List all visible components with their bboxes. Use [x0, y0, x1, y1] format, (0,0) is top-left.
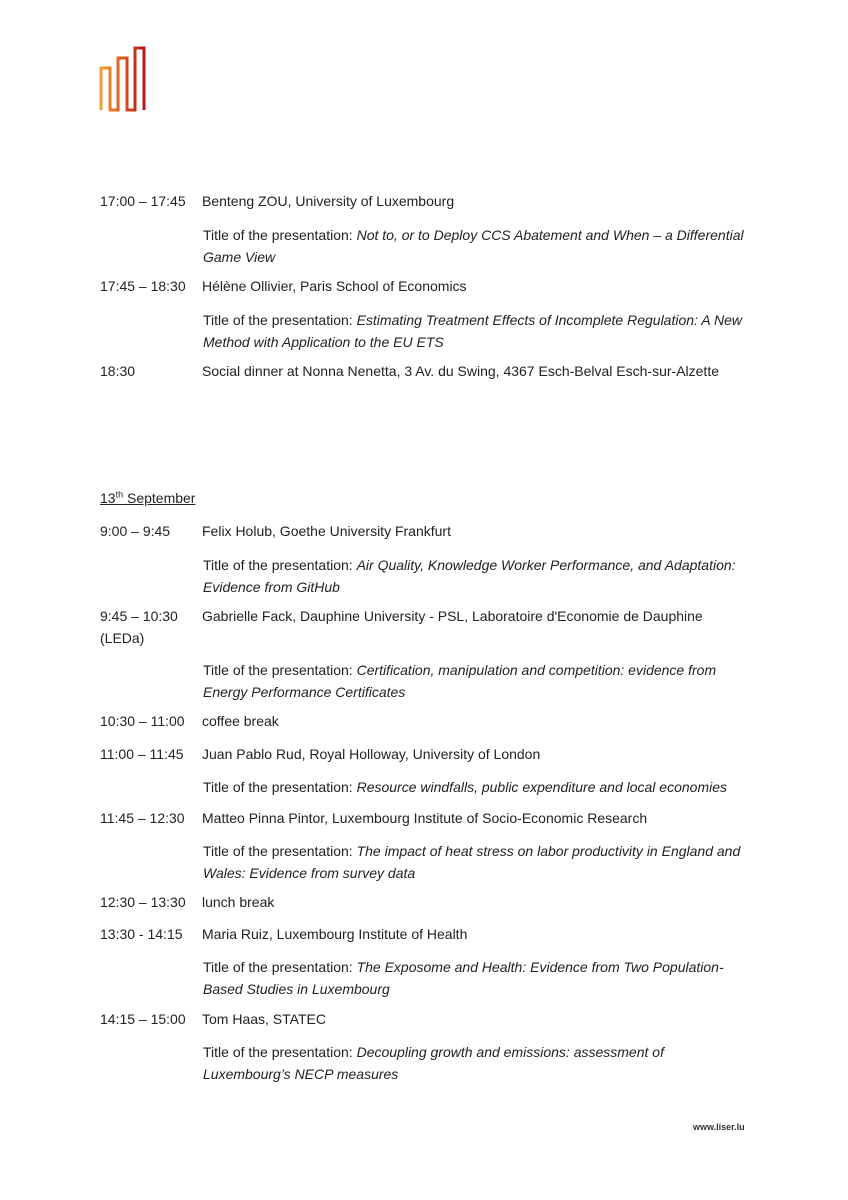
speaker: Hélène Ollivier, Paris School of Economics	[202, 278, 467, 294]
event-description: coffee break	[202, 713, 279, 729]
liser-logo	[99, 44, 147, 112]
time-slot: 10:30 – 11:00	[100, 713, 185, 729]
speaker: Maria Ruiz, Luxembourg Institute of Health	[202, 926, 468, 942]
time-slot: 17:00 – 17:45	[100, 193, 186, 209]
time-slot: 9:45 – 10:30	[100, 608, 178, 624]
speaker: Gabrielle Fack, Dauphine University - PSL, Laboratoire d'Economie de Dauphine	[202, 608, 703, 624]
speaker: Matteo Pinna Pintor, Luxembourg Institute of Socio-Economic Research	[202, 810, 648, 826]
time-slot: 9:00 – 9:45	[100, 523, 171, 539]
time-slot-note: (LEDa)	[100, 630, 145, 646]
presentation-title: Title of the presentation: The Exposome and Health: Evidence from Two Population-Based Studies in Luxembourg	[203, 959, 724, 997]
speaker: Felix Holub, Goethe University Frankfurt	[202, 523, 451, 539]
day-heading: 13th September	[100, 489, 196, 506]
footer-website[interactable]: www.liser.lu	[693, 1122, 745, 1132]
presentation-title: Title of the presentation: Estimating Treatment Effects of Incomplete Regulation: A New Method with Application to the EU ETS	[203, 312, 743, 350]
speaker: Juan Pablo Rud, Royal Holloway, University of London	[202, 746, 541, 762]
event-description: Social dinner at Nonna Nenetta, 3 Av. du Swing, 4367 Esch-Belval Esch-sur-Alzette	[202, 363, 719, 379]
speaker: Tom Haas, STATEC	[202, 1011, 326, 1027]
time-slot: 11:00 – 11:45	[100, 746, 184, 762]
presentation-title: Title of the presentation: Certification, manipulation and competition: evidence from Energy Performance Certificates	[203, 662, 717, 700]
time-slot: 13:30 - 14:15	[100, 926, 183, 942]
time-slot: 11:45 – 12:30	[100, 810, 185, 826]
time-slot: 14:15 – 15:00	[100, 1011, 186, 1027]
presentation-title: Title of the presentation: Resource windfalls, public expenditure and local economies	[203, 779, 728, 795]
event-description: lunch break	[202, 894, 275, 910]
presentation-title: Title of the presentation: Air Quality, Knowledge Worker Performance, and Adaptation: Evidence from GitHub	[203, 557, 736, 595]
time-slot: 18:30	[100, 363, 136, 379]
presentation-title: Title of the presentation: Decoupling growth and emissions: assessment of Luxembourg’s NECP measures	[203, 1044, 664, 1082]
time-slot: 12:30 – 13:30	[100, 894, 186, 910]
time-slot: 17:45 – 18:30	[100, 278, 186, 294]
presentation-title: Title of the presentation: Not to, or to Deploy CCS Abatement and When – a Differential Game View	[203, 227, 744, 265]
presentation-title: Title of the presentation: The impact of heat stress on labor productivity in England and Wales: Evidence from survey data	[203, 843, 741, 881]
speaker: Benteng ZOU, University of Luxembourg	[202, 193, 455, 209]
